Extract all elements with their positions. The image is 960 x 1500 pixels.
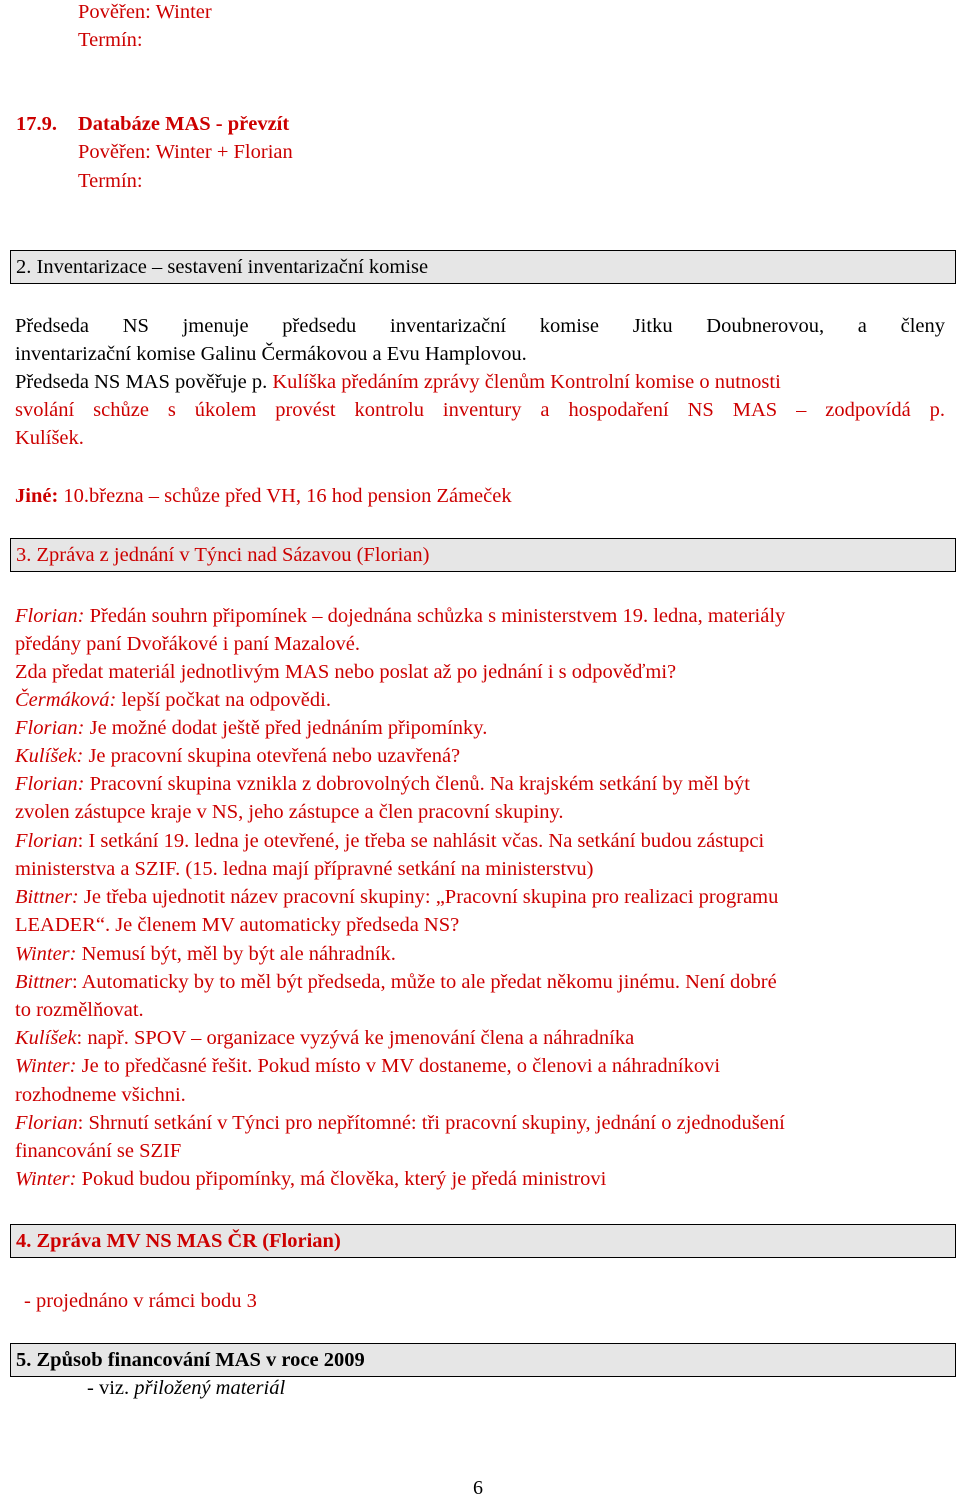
statement: : Automaticky by to měl být předseda, může to ale předat někomu jinému. Není dobré bbox=[71, 971, 777, 993]
assigned-line-1: Pověřen: Winter bbox=[78, 1, 212, 23]
section-5-heading-box bbox=[10, 1343, 956, 1377]
minutes-line bbox=[15, 885, 778, 909]
section-5-text bbox=[87, 1376, 285, 1400]
paragraph-line: svolání schůze s úkolem provést kontrolu inventury a hospodaření NS MAS – zodpovídá p. bbox=[15, 399, 945, 421]
section-4-heading-box bbox=[10, 1224, 956, 1258]
minutes-line bbox=[15, 1111, 785, 1135]
minutes-line bbox=[15, 744, 460, 768]
paragraph-line: inventarizační komise Galinu Čermákovou a Evu Hamplovou. bbox=[15, 343, 527, 365]
other-line bbox=[15, 484, 512, 508]
speaker: Winter: bbox=[15, 943, 77, 965]
speaker: Florian: bbox=[15, 773, 85, 795]
minutes-line: rozhodneme všichni. bbox=[15, 1084, 186, 1106]
minutes-line: zvolen zástupce kraje v NS, jeho zástupce a člen pracovní skupiny. bbox=[15, 801, 564, 823]
minutes-line bbox=[15, 1167, 606, 1191]
statement: : Shrnutí setkání v Týnci pro nepřítomné: tři pracovní skupiny, jednání o zjednodušení bbox=[77, 1112, 785, 1134]
section-2-heading-box bbox=[10, 250, 956, 284]
deadline-line-2: Termín: bbox=[78, 170, 143, 192]
text-plain: - viz. bbox=[87, 1377, 135, 1399]
minutes-line: to rozmělňovat. bbox=[15, 999, 144, 1021]
other-text: 10.března – schůze před VH, 16 hod pension Zámeček bbox=[58, 485, 512, 507]
section-3-heading-box bbox=[10, 538, 956, 572]
speaker: Florian bbox=[15, 830, 78, 852]
minutes-line: předány paní Dvořákové i paní Mazalové. bbox=[15, 633, 360, 655]
speaker: Florian: bbox=[15, 605, 85, 627]
section-3-heading: 3. Zpráva z jednání v Týnci nad Sázavou (Florian) bbox=[16, 544, 430, 566]
minutes-line bbox=[15, 1054, 720, 1078]
statement: : např. SPOV – organizace vyzývá ke jmenování člena a náhradníka bbox=[76, 1027, 635, 1049]
minutes-line: Zda předat materiál jednotlivým MAS nebo poslat až po jednání i s odpověďmi? bbox=[15, 661, 677, 683]
speaker: Kulíšek: bbox=[15, 745, 84, 767]
section-4-heading: 4. Zpráva MV NS MAS ČR (Florian) bbox=[16, 1230, 341, 1252]
minutes-line bbox=[15, 829, 764, 853]
statement: Je to předčasné řešit. Pokud místo v MV dostaneme, o členovi a náhradníkovi bbox=[76, 1055, 721, 1077]
minutes-line bbox=[15, 772, 750, 796]
minutes-line bbox=[15, 1026, 634, 1050]
statement: Je pracovní skupina otevřená nebo uzavřená? bbox=[83, 745, 461, 767]
minutes-line bbox=[15, 970, 777, 994]
paragraph-line: Kulíšek. bbox=[15, 427, 84, 449]
statement: Pracovní skupina vznikla z dobrovolných členů. Na krajském setkání by měl být bbox=[84, 773, 750, 795]
deadline-line-1: Termín: bbox=[78, 29, 143, 51]
minutes-line bbox=[15, 942, 396, 966]
statement: Nemusí být, měl by být ale náhradník. bbox=[76, 943, 396, 965]
statement: Pokud budou připomínky, má člověka, který je předá ministrovi bbox=[76, 1168, 607, 1190]
speaker: Florian: bbox=[15, 717, 85, 739]
item-date: 17.9. bbox=[16, 113, 57, 135]
minutes-line: financování se SZIF bbox=[15, 1140, 182, 1162]
speaker: Bittner: bbox=[15, 886, 79, 908]
speaker: Čermáková: bbox=[15, 689, 117, 711]
item-title: Databáze MAS - převzít bbox=[78, 113, 290, 135]
section-4-text: - projednáno v rámci bodu 3 bbox=[24, 1290, 257, 1312]
minutes-line bbox=[15, 716, 487, 740]
statement: lepší počkat na odpovědi. bbox=[116, 689, 331, 711]
minutes-line bbox=[15, 688, 331, 712]
paragraph-line: Předseda NS jmenuje předsedu inventarizační komise Jitku Doubnerovou, a členy bbox=[15, 315, 945, 337]
speaker: Florian bbox=[15, 1112, 78, 1134]
minutes-line: ministerstva a SZIF. (15. ledna mají přípravné setkání na ministerstvu) bbox=[15, 858, 594, 880]
statement: : I setkání 19. ledna je otevřené, je třeba se nahlásit včas. Na setkání budou zástupci bbox=[77, 830, 765, 852]
page-number: 6 bbox=[473, 1477, 483, 1499]
statement: Je třeba ujednotit název pracovní skupiny: „Pracovní skupina pro realizaci programu bbox=[78, 886, 779, 908]
section-5-heading: 5. Způsob financování MAS v roce 2009 bbox=[16, 1349, 365, 1371]
other-label: Jiné: bbox=[15, 485, 59, 507]
section-2-heading: 2. Inventarizace – sestavení inventarizační komise bbox=[16, 256, 429, 278]
assigned-line-2: Pověřen: Winter + Florian bbox=[78, 141, 293, 163]
minutes-line: LEADER“. Je členem MV automaticky předseda NS? bbox=[15, 914, 460, 936]
minutes-line bbox=[15, 604, 785, 628]
statement: Je možné dodat ještě před jednáním připomínky. bbox=[84, 717, 488, 739]
text-black: Předseda NS MAS pověřuje p. bbox=[15, 371, 273, 393]
text-italic: přiložený materiál bbox=[134, 1377, 286, 1399]
text-red: Kulíška předáním zprávy členům Kontrolní komise o nutnosti bbox=[272, 371, 781, 393]
speaker: Winter: bbox=[15, 1168, 77, 1190]
speaker: Bittner bbox=[15, 971, 72, 993]
paragraph-line bbox=[15, 370, 781, 394]
speaker: Winter: bbox=[15, 1055, 77, 1077]
speaker: Kulíšek bbox=[15, 1027, 77, 1049]
statement: Předán souhrn připomínek – dojednána schůzka s ministerstvem 19. ledna, materiály bbox=[84, 605, 786, 627]
